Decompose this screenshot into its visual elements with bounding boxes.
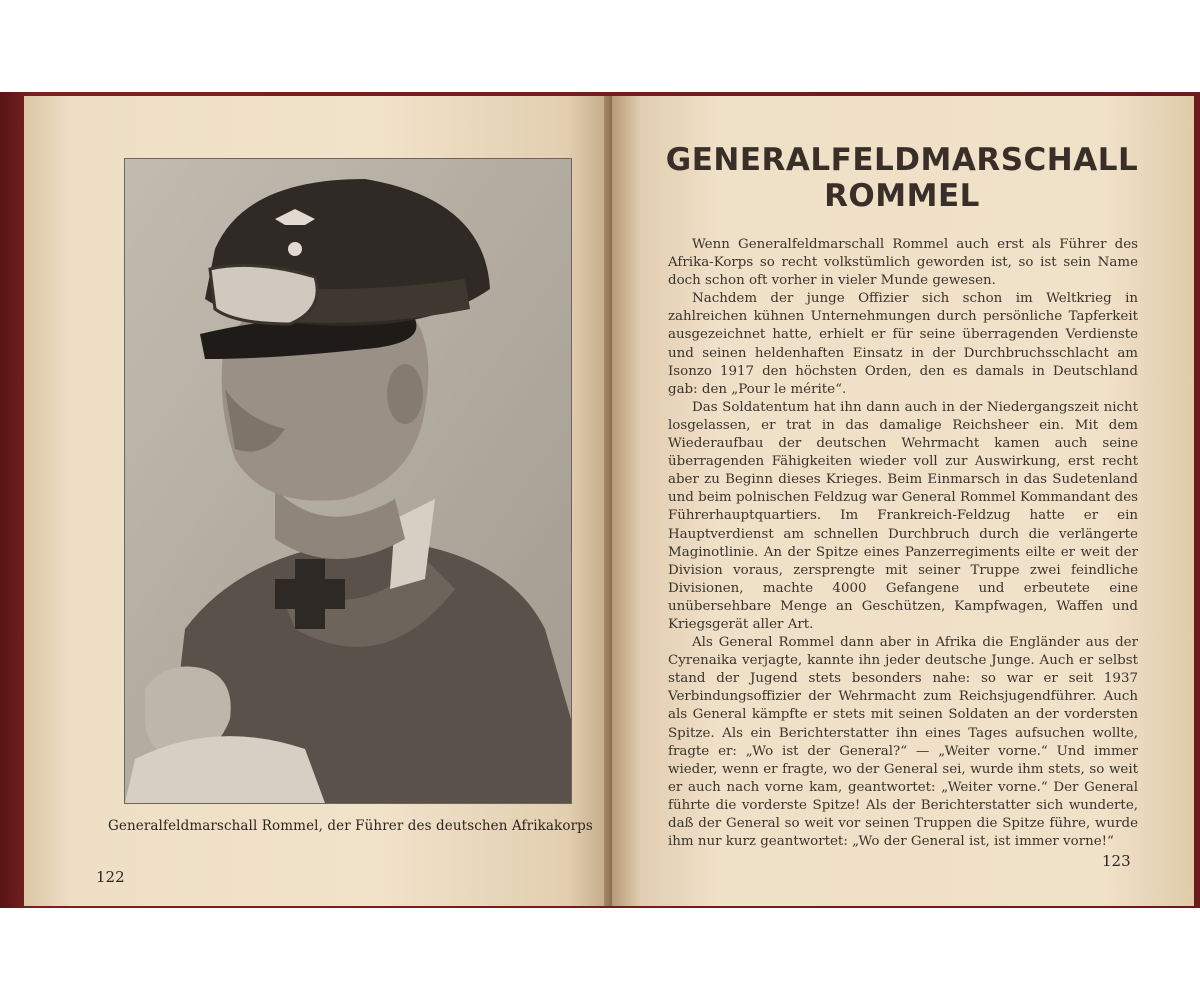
left-page <box>24 96 614 906</box>
chapter-title-line2: ROMMEL <box>824 178 980 214</box>
page-number-right: 123 <box>1102 852 1131 870</box>
paragraph: Als General Rommel dann aber in Afrika die Engländer aus der Cyrenaika verjagte, kannte ihn jeder deutsche Junge. Auch er selbst stand der Jugend stets besonders nahe: so war er seit 1937 Verbindungsoffizier der Wehrmacht zum Reichsjugendführer. Auch als General kämpfte er stets mit seinen Soldaten an der vordersten Spitze. Als ein Berichterstatter ihn eines Tages aufsuchen wollte, fragte er: „Wo ist der General?“ — „Weiter vorne.“ Und immer wieder, wenn er fragte, wo der General sei, wurde ihm stets, so weit er auch nach vorne kam, geantwortet: „Weiter vorne.“ Der General führte die vorderste Spitze! Als der Berichterstatter sich wunderte, daß der General so weit vor seinen Truppen die Spitze führe, wurde ihm nur kurz geantwortet: „Wo der General ist, ist immer vorne!“ <box>668 635 1138 850</box>
paragraph: Nachdem der junge Offizier sich schon im Weltkrieg in zahlreichen kühnen Unternehmungen durch persönliche Tapferkeit ausgezeichnet hatte, erhielt er für seine überragenden Verdienste und seinen heldenhaften Einsatz in der Durchbruchsschlacht am Isonzo 1917 den höchsten Orden, den es damals in Deutschland gab: den „Pour le mérite“. <box>668 291 1138 397</box>
open-book <box>0 92 1200 908</box>
article-body <box>668 236 1138 851</box>
right-page <box>612 96 1194 906</box>
portrait-illustration <box>125 159 571 803</box>
photo-caption: Generalfeldmarschall Rommel, der Führer des deutschen Afrikakorps <box>108 818 593 834</box>
chapter-title-line1: GENERALFELDMARSCHALL <box>665 142 1139 178</box>
page-number-left: 122 <box>96 868 125 886</box>
portrait-photo <box>124 158 572 804</box>
chapter-title <box>642 142 1162 214</box>
paragraph: Wenn Generalfeldmarschall Rommel auch erst als Führer des Afrika-Korps so recht volkstümlich geworden ist, so ist sein Name doch schon oft vorher in vieler Munde gewesen. <box>668 237 1138 289</box>
paragraph: Das Soldatentum hat ihn dann auch in der Niedergangszeit nicht losgelassen, er trat in das damalige Reichsheer ein. Mit dem Wiederaufbau der deutschen Wehrmacht kamen auch seine überragenden Fähigkeiten wieder voll zur Auswirkung, erst recht aber zu Beginn dieses Krieges. Beim Einmarsch in das Sudetenland und beim polnischen Feldzug war General Rommel Kommandant des Führerhauptquartiers. Im Frankreich-Feldzug hatte er ein Hauptverdienst am schnellen Durchbruch durch die verlängerte Maginotlinie. An der Spitze eines Panzerregiments eilte er weit der Division voraus, zersprengte mit seiner Truppe zwei feindliche Divisionen, machte 4000 Gefangene und erbeutete eine unübersehbare Menge an Geschützen, Kampfwagen, Waffen und Kriegsgerät aller Art. <box>668 399 1138 632</box>
